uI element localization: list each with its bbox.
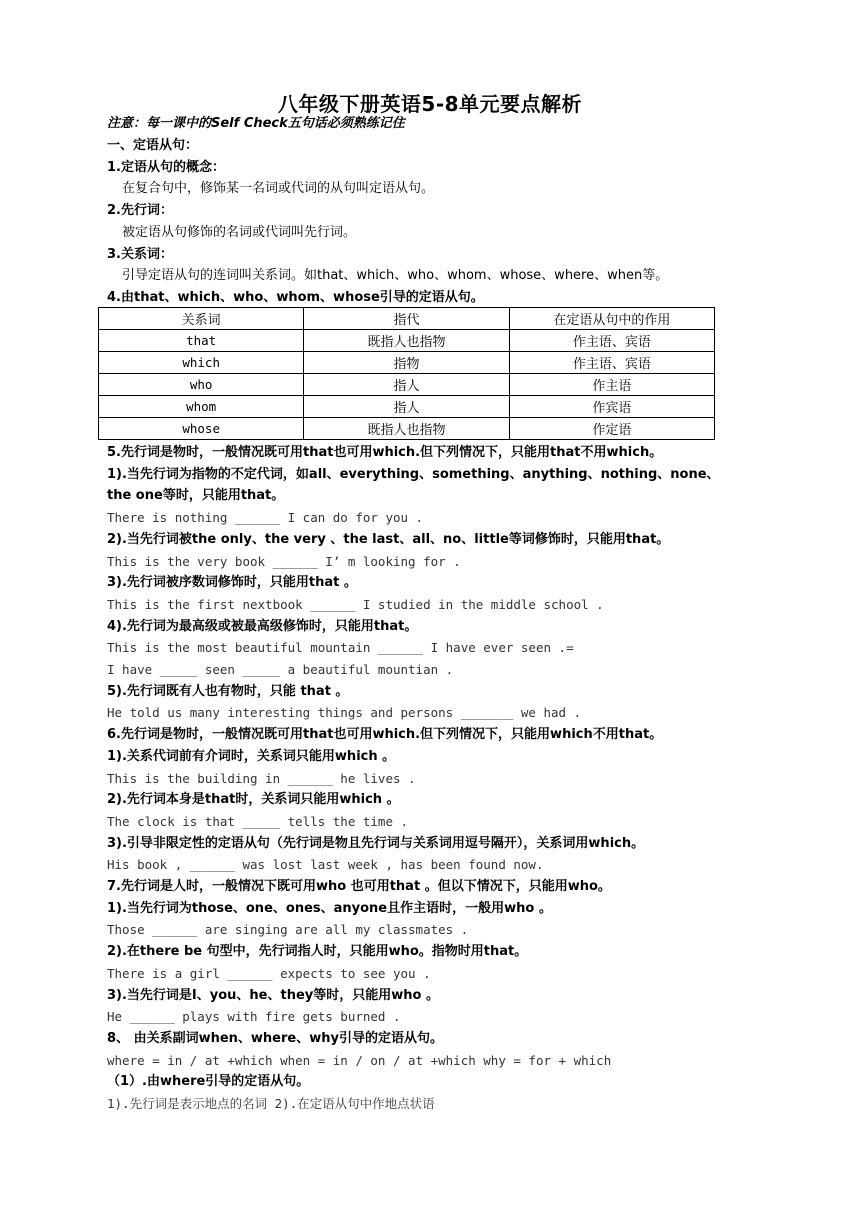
example-sentence: This is the most beautiful mountain ______ I have ever seen .= — [107, 640, 574, 656]
table-cell: 既指人也指物 — [304, 418, 509, 440]
section-heading: 一、定语从句： — [107, 138, 199, 153]
table-header-row — [99, 308, 715, 330]
table-cell: 作主语 — [509, 374, 714, 396]
example-sentence: The clock is that _____ tells the time . — [107, 813, 409, 829]
example-sentence: This is the building in ______ he lives . — [107, 770, 416, 786]
rule-line: 1).当先行词为those、one、ones、anyone且作主语时，一般用who 。 — [107, 900, 552, 916]
table-header-cell: 关系词 — [99, 308, 304, 330]
table-cell: 作宾语 — [509, 396, 714, 418]
example-sentence: 1).先行词是表示地点的名词 2).在定语从句中作地点状语 — [107, 1096, 435, 1111]
example-sentence: where = in / at +which when = in / on / at +which why = for + which — [107, 1052, 612, 1068]
table-cell: 作定语 — [509, 418, 714, 440]
table-cell: whose — [99, 418, 304, 440]
table-header-cell: 指代 — [304, 308, 509, 330]
rule-line: 1).关系代词前有介词时，关系词只能用which 。 — [107, 748, 396, 764]
table-cell: 指物 — [304, 352, 509, 374]
example-sentence: This is the very book ______ I’ m looking for . — [107, 553, 461, 569]
example-sentence: He ______ plays with fire gets burned . — [107, 1009, 401, 1025]
table-cell: which — [99, 352, 304, 374]
example-sentence: This is the first nextbook ______ I studied in the middle school . — [107, 596, 604, 612]
table-cell: 指人 — [304, 396, 509, 418]
example-sentence: There is nothing ______ I can do for you . — [107, 510, 424, 526]
rule-line: 5).先行词既有人也有物时，只能 that 。 — [107, 683, 349, 699]
subheading: 3.关系词： — [107, 247, 173, 262]
rule-line: 5.先行词是物时，一般情况既可用that也可用which.但下列情况下，只能用that不用which。 — [107, 445, 663, 460]
rule-line: 2).当先行词被the only、the very 、the last、all、no、little等词修饰时，只能用that。 — [107, 531, 670, 547]
rule-line: 4).先行词为最高级或被最高级修饰时，只能用that。 — [107, 618, 418, 634]
table-row — [99, 352, 715, 374]
example-sentence: His book , ______ was lost last week , has been found now. — [107, 857, 544, 873]
rule-line: 1).当先行词为指物的不定代词，如all、everything、something、anything、nothing、none、 — [107, 466, 720, 482]
subheading: 4.由that、which、who、whom、whose引导的定语从句。 — [107, 290, 484, 305]
table-row — [99, 330, 715, 352]
example-sentence: He told us many interesting things and persons _______ we had . — [107, 705, 582, 721]
rule-line: 8、 由关系副词when、where、why引导的定语从句。 — [107, 1030, 443, 1046]
rule-line: 6.先行词是物时，一般情况既可用that也可用which.但下列情况下，只能用which不用that。 — [107, 727, 663, 743]
table-row — [99, 374, 715, 396]
rule-line: 2).先行词本身是that时，关系词只能用which 。 — [107, 792, 400, 808]
subheading: 2.先行词： — [107, 203, 173, 218]
table-row — [99, 396, 715, 418]
relative-pronoun-table — [98, 307, 715, 440]
text-line: 在复合句中，修饰某一名词或代词的从句叫定语从句。 — [122, 181, 435, 196]
example-sentence: There is a girl ______ expects to see you . — [107, 965, 431, 981]
text-line: 引导定语从句的连词叫关系词。如that、which、who、whom、whose、where、when等。 — [122, 268, 669, 283]
table-cell: 作主语、宾语 — [509, 330, 714, 352]
table-cell: whom — [99, 396, 304, 418]
table-row — [99, 418, 715, 440]
example-sentence: I have _____ seen _____ a beautiful mountian . — [107, 662, 454, 677]
rule-line: 3).先行词被序数词修饰时，只能用that 。 — [107, 575, 357, 591]
table-cell: who — [99, 374, 304, 396]
rule-line: 2).在there be 句型中，先行词指人时，只能用who。指物时用that。 — [107, 944, 528, 960]
rule-line: the one等时，只能用that。 — [107, 488, 285, 504]
rule-line: 3).引导非限定性的定语从句（先行词是物且先行词与关系词用逗号隔开），关系词用which。 — [107, 835, 645, 851]
rule-line: 7.先行词是人时，一般情况下既可用who 也可用that 。但以下情况下，只能用who。 — [107, 879, 611, 894]
table-cell: 指人 — [304, 374, 509, 396]
rule-line: 3).当先行词是I、you、he、they等时，只能用who 。 — [107, 987, 439, 1003]
document-title: 八年级下册英语5-8单元要点解析 — [277, 92, 583, 116]
subheading: 1.定语从句的概念： — [107, 160, 225, 175]
table-cell: 作主语、宾语 — [509, 352, 714, 374]
table-cell: 既指人也指物 — [304, 330, 509, 352]
text-line: 被定语从句修饰的名词或代词叫先行词。 — [122, 225, 357, 240]
rule-line: （1）.由where引导的定语从句。 — [107, 1074, 310, 1090]
table-header-cell: 在定语从句中的作用 — [509, 308, 714, 330]
note-line: 注意：每一课中的Self Check五句话必须熟练记住 — [107, 116, 405, 131]
example-sentence: Those ______ are singing are all my classmates . — [107, 922, 469, 938]
table-cell: that — [99, 330, 304, 352]
